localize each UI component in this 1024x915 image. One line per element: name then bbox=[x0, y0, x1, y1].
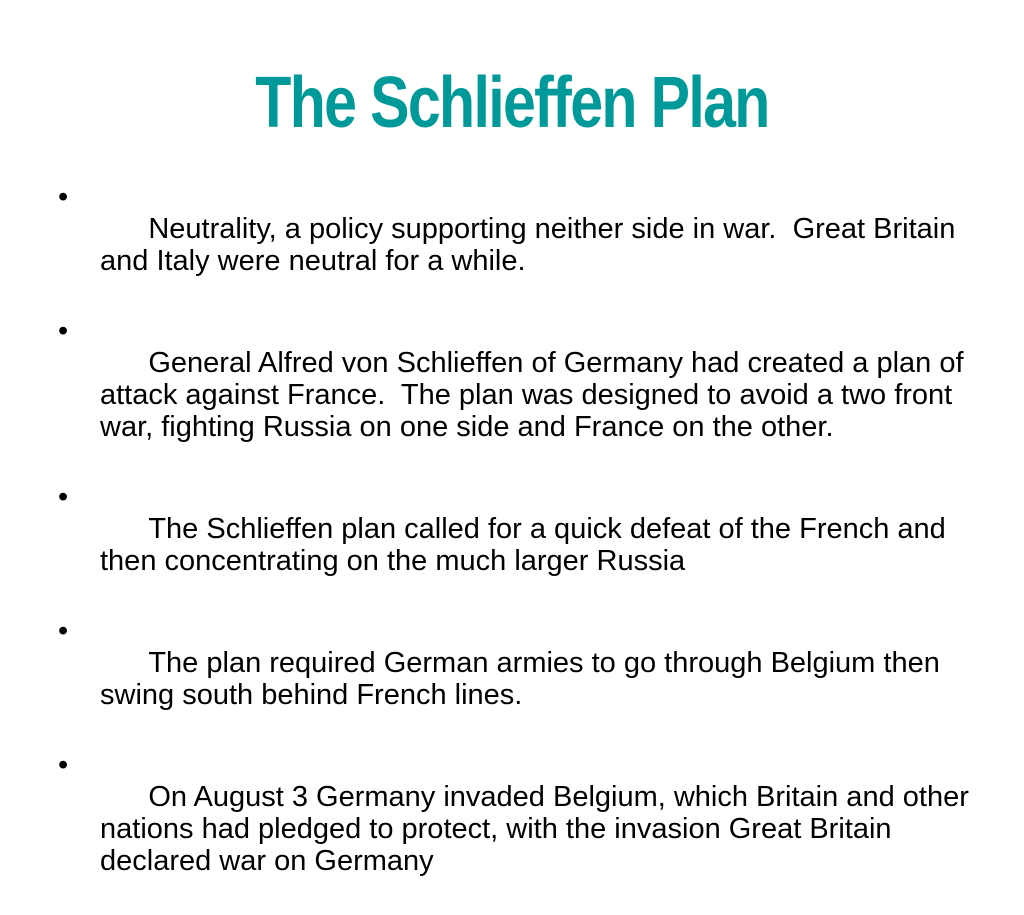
bullet-marker: • bbox=[58, 315, 69, 347]
bullet-text: The Schlieffen plan called for a quick defeat of the French and then concentrating on the much larger Russia bbox=[100, 513, 954, 577]
bullet-marker: • bbox=[58, 181, 69, 213]
bullet-item bbox=[58, 181, 978, 309]
bullet-marker: • bbox=[58, 615, 69, 647]
bullet-list bbox=[58, 181, 978, 915]
bullet-item bbox=[58, 749, 978, 909]
bullet-text: The plan required German armies to go through Belgium then swing south behind French lines. bbox=[100, 647, 948, 711]
bullet-text: Neutrality, a policy supporting neither side in war. Great Britain and Italy were neutral for a while. bbox=[100, 213, 964, 277]
bullet-marker: • bbox=[58, 481, 69, 513]
bullet-text: General Alfred von Schlieffen of Germany had created a plan of attack against France. The plan was designed to avoid a two front war, fighting Russia on one side and France on the other. bbox=[100, 347, 972, 443]
bullet-item bbox=[58, 615, 978, 743]
bullet-item bbox=[58, 315, 978, 475]
slide-title: The Schlieffen Plan bbox=[255, 63, 769, 143]
bullet-marker: • bbox=[58, 749, 69, 781]
bullet-item bbox=[58, 481, 978, 609]
bullet-text: On August 3 Germany invaded Belgium, which Britain and other nations had pledged to protect, with the invasion Great Britain declared war on Germany bbox=[100, 781, 977, 877]
